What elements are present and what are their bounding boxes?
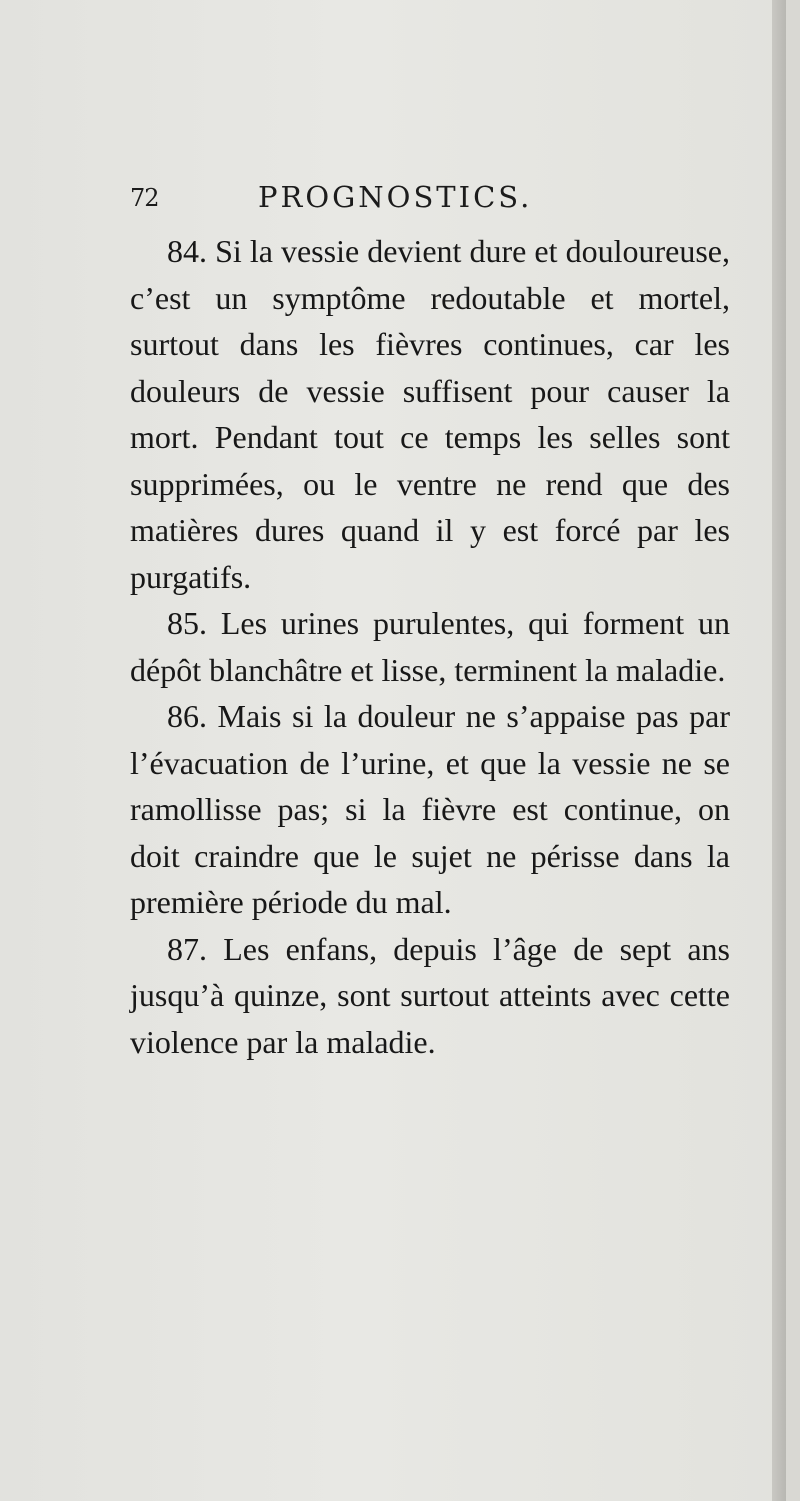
page-number: 72 <box>130 184 159 212</box>
page-edge-shadow <box>772 0 786 1501</box>
paragraph-85: 85. Les urines purulentes, qui forment un dépôt blanchâtre et lisse, terminent la maladie. <box>130 605 730 688</box>
show-through-text <box>170 1135 177 1167</box>
paragraph-86: 86. Mais si la douleur ne s’appaise pas par l’évacuation de l’urine, et que la vessie ne se ramollisse pas; si la fièvre est continue, on doit craindre que le sujet ne périsse dans la première période du mal. <box>130 698 730 920</box>
running-title: PROGNOSTICS. <box>258 180 533 214</box>
text-block <box>130 228 730 1065</box>
page-header <box>130 176 600 216</box>
paragraph-84: 84. Si la vessie devient dure et douloureuse, c’est un symptôme redoutable et mortel, surtout dans les fièvres continues, car les douleurs de vessie suffisent pour causer la mort. Pendant tout ce temps les selles sont supprimées, ou le ventre ne rend que des matières dures quand il y est forcé par les purgatifs. <box>130 233 730 595</box>
paragraph-87: 87. Les enfans, depuis l’âge de sept ans jusqu’à quinze, sont surtout atteints avec cette violence par la maladie. <box>130 930 730 1060</box>
